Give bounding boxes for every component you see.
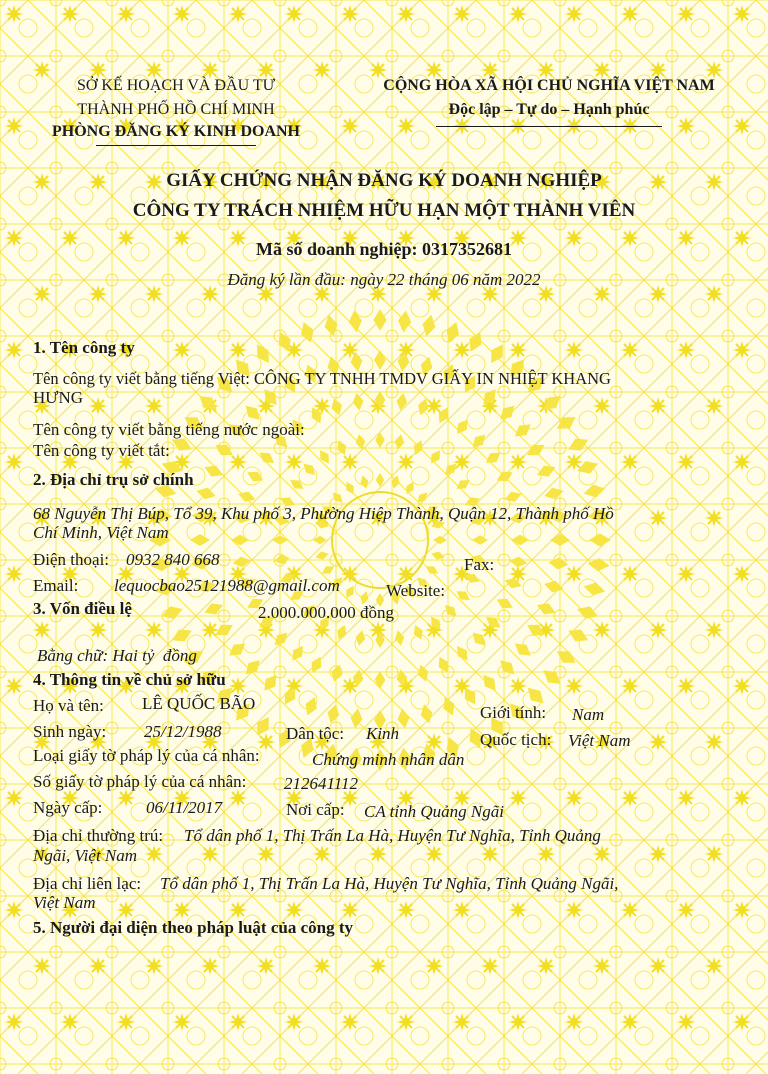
agency-department: SỞ KẾ HOẠCH VÀ ĐẦU TƯ bbox=[76, 77, 276, 94]
gender-value: Nam bbox=[572, 705, 605, 724]
first-registration-date: Đăng ký lần đầu: ngày 22 tháng 06 năm 2022 bbox=[227, 270, 541, 289]
email-value: lequocbao25121988@gmail.com bbox=[114, 576, 340, 595]
issue-date-value: 06/11/2017 bbox=[146, 798, 223, 817]
national-motto: Độc lập – Tự do – Hạnh phúc bbox=[448, 101, 650, 118]
nationality-value: Việt Nam bbox=[568, 731, 631, 750]
fax-label: Fax: bbox=[464, 555, 495, 574]
tax-code: Mã số doanh nghiệp: 0317352681 bbox=[255, 239, 513, 259]
phone-label: Điện thoại: bbox=[33, 550, 110, 569]
foreign-company-name-label: Tên công ty viết bằng tiếng nước ngoài: bbox=[33, 420, 305, 439]
vietnamese-company-name-cont: HƯNG bbox=[33, 388, 84, 407]
issue-place-label: Nơi cấp: bbox=[286, 800, 345, 819]
section-charter-capital-heading: 3. Vốn điều lệ bbox=[33, 599, 132, 618]
section-head-office-heading: 2. Địa chỉ trụ sở chính bbox=[33, 470, 194, 489]
email-label: Email: bbox=[33, 576, 79, 595]
agency-underline bbox=[96, 145, 256, 146]
charter-capital-amount: 2.000.000.000 đồng bbox=[258, 603, 394, 622]
id-number-value: 212641112 bbox=[284, 774, 358, 793]
contact-address: Tổ dân phố 1, Thị Trấn La Hà, Huyện Tư Nghĩa, Tỉnh Quảng Ngãi, bbox=[160, 874, 619, 893]
national-title: CỘNG HÒA XÃ HỘI CHỦ NGHĨA VIỆT NAM bbox=[383, 77, 715, 94]
issue-place-value: CA tỉnh Quảng Ngãi bbox=[364, 802, 504, 821]
owner-name-label: Họ và tên: bbox=[33, 696, 104, 715]
company-type: CÔNG TY TRÁCH NHIỆM HỮU HẠN MỘT THÀNH VIÊN bbox=[132, 200, 636, 221]
issue-date-label: Ngày cấp: bbox=[33, 798, 103, 817]
head-office-address: 68 Nguyễn Thị Búp, Tổ 39, Khu phố 3, Phường Hiệp Thành, Quận 12, Thành phố Hồ bbox=[33, 504, 614, 523]
vietnamese-company-name: Tên công ty viết bằng tiếng Việt: CÔNG TY TNHH TMDV GIẤY IN NHIỆT KHANG bbox=[33, 369, 611, 388]
agency-office: PHÒNG ĐĂNG KÝ KINH DOANH bbox=[52, 123, 300, 140]
short-company-name-label: Tên công ty viết tắt: bbox=[33, 441, 170, 460]
ethnicity-label: Dân tộc: bbox=[286, 724, 345, 743]
contact-address-label: Địa chỉ liên lạc: bbox=[33, 874, 142, 893]
gender-label: Giới tính: bbox=[480, 703, 547, 722]
section-company-name-heading: 1. Tên công ty bbox=[33, 338, 135, 357]
contact-address-cont: Việt Nam bbox=[33, 893, 96, 912]
charter-capital-in-words: Bằng chữ: Hai tỷ đồng bbox=[37, 646, 197, 665]
motto-underline bbox=[436, 126, 662, 127]
head-office-address-cont: Chí Minh, Việt Nam bbox=[33, 523, 169, 542]
agency-city: THÀNH PHỐ HỒ CHÍ MINH bbox=[77, 101, 275, 118]
dob-label: Sinh ngày: bbox=[33, 722, 107, 741]
dob-value: 25/12/1988 bbox=[144, 722, 222, 741]
phone-value: 0932 840 668 bbox=[126, 550, 220, 569]
id-type-label: Loại giấy tờ pháp lý của cá nhân: bbox=[33, 746, 260, 765]
id-type-value: Chứng minh nhân dân bbox=[312, 750, 465, 769]
document-title: GIẤY CHỨNG NHẬN ĐĂNG KÝ DOANH NGHIỆP bbox=[166, 170, 602, 191]
permanent-address-cont: Ngãi, Việt Nam bbox=[33, 846, 138, 865]
owner-name: LÊ QUỐC BÃO bbox=[142, 694, 256, 713]
ethnicity-value: Kinh bbox=[366, 724, 400, 743]
nationality-label: Quốc tịch: bbox=[480, 730, 552, 749]
section-owner-heading: 4. Thông tin về chủ sở hữu bbox=[33, 670, 226, 689]
permanent-address: Tổ dân phố 1, Thị Trấn La Hà, Huyện Tư Nghĩa, Tỉnh Quảng bbox=[184, 826, 601, 845]
section-legal-representative-heading: 5. Người đại diện theo pháp luật của công ty bbox=[33, 918, 353, 937]
website-label: Website: bbox=[386, 581, 446, 600]
id-number-label: Số giấy tờ pháp lý của cá nhân: bbox=[33, 772, 247, 791]
permanent-address-label: Địa chỉ thường trú: bbox=[33, 826, 164, 845]
